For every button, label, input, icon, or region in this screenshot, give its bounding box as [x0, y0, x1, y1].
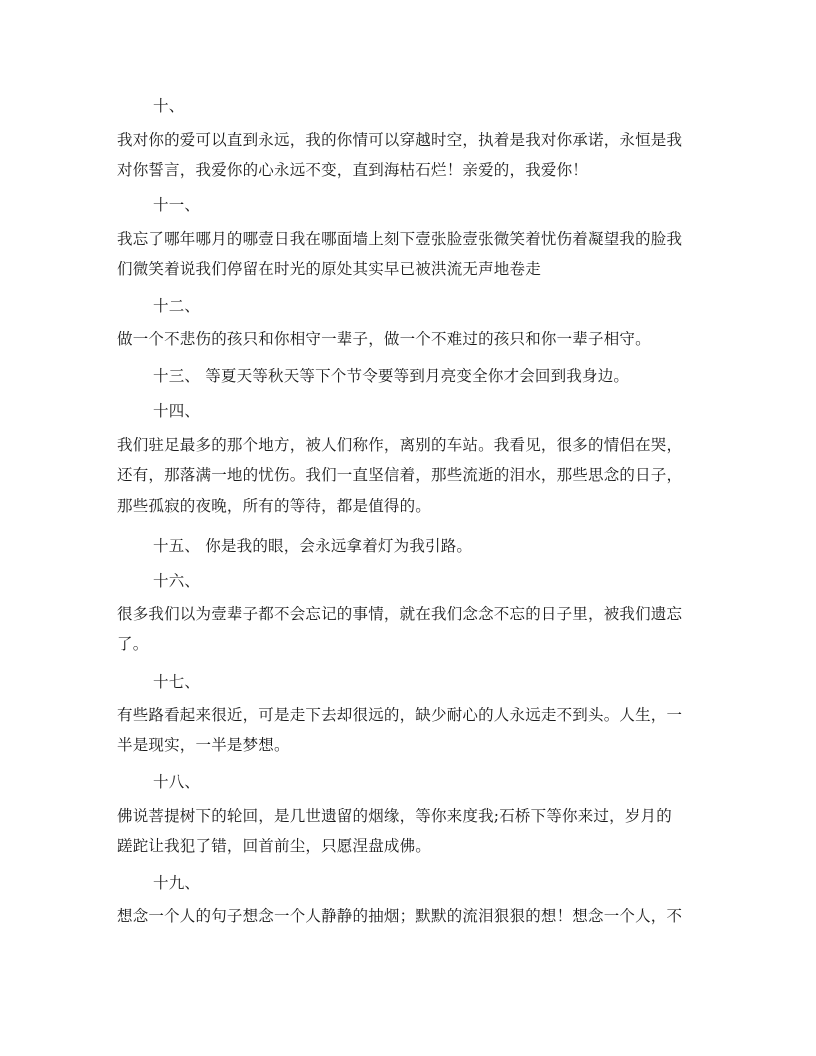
paragraph-line: 我对你的爱可以直到永远，我的你情可以穿越时空，执着是我对你承诺，永恒是我 [117, 131, 683, 149]
section-heading-19: 十九、 [153, 874, 201, 892]
section-heading-10: 十、 [153, 97, 185, 115]
paragraph-line: 很多我们以为壹辈子都不会忘记的事情，就在我们念念不忘的日子里，被我们遗忘 [117, 605, 683, 623]
section-heading-13: 十三、 等夏天等秋天等下个节令要等到月亮变全你才会回到我身边。 [153, 367, 630, 385]
paragraph-line: 佛说菩提树下的轮回，是几世遗留的烟缘，等你来度我;石桥下等你来过，岁月的 [117, 807, 672, 825]
paragraph-line: 还有，那落满一地的忧伤。我们一直坚信着，那些流逝的泪水，那些思念的日子， [117, 466, 683, 484]
section-heading-11: 十一、 [153, 196, 201, 214]
paragraph-line: 有些路看起来很近，可是走下去却很远的，缺少耐心的人永远走不到头。人生，一 [117, 706, 683, 724]
paragraph-line: 半是现实，一半是梦想。 [117, 736, 290, 754]
paragraph-line: 蹉跎让我犯了错，回首前尘，只愿涅盘成佛。 [117, 837, 432, 855]
paragraph-line: 们微笑着说我们停留在时光的原处其实早已被洪流无声地卷走 [117, 260, 541, 278]
paragraph-line: 我们驻足最多的那个地方，被人们称作，离别的车站。我看见，很多的情侣在哭， [117, 436, 683, 454]
section-heading-16: 十六、 [153, 572, 201, 590]
section-heading-17: 十七、 [153, 673, 201, 691]
section-heading-18: 十八、 [153, 773, 201, 791]
section-heading-12: 十二、 [153, 297, 201, 315]
paragraph-line: 了。 [117, 635, 149, 653]
paragraph-line: 那些孤寂的夜晚，所有的等待，都是值得的。 [117, 497, 432, 515]
paragraph-line: 做一个不悲伤的孩只和你相守一辈子，做一个不难过的孩只和你一辈子相守。 [117, 330, 651, 348]
section-heading-15: 十五、 你是我的眼，会永远拿着灯为我引路。 [153, 537, 473, 555]
paragraph-line: 想念一个人的句子想念一个人静静的抽烟；默默的流泪狠狠的想！想念一个人，不 [117, 907, 683, 925]
paragraph-line: 我忘了哪年哪月的哪壹日我在哪面墙上刻下壹张脸壹张微笑着忧伤着凝望我的脸我 [117, 230, 683, 248]
section-heading-14: 十四、 [153, 402, 201, 420]
paragraph-line: 对你誓言，我爱你的心永远不变，直到海枯石烂！亲爱的，我爱你！ [117, 161, 589, 179]
